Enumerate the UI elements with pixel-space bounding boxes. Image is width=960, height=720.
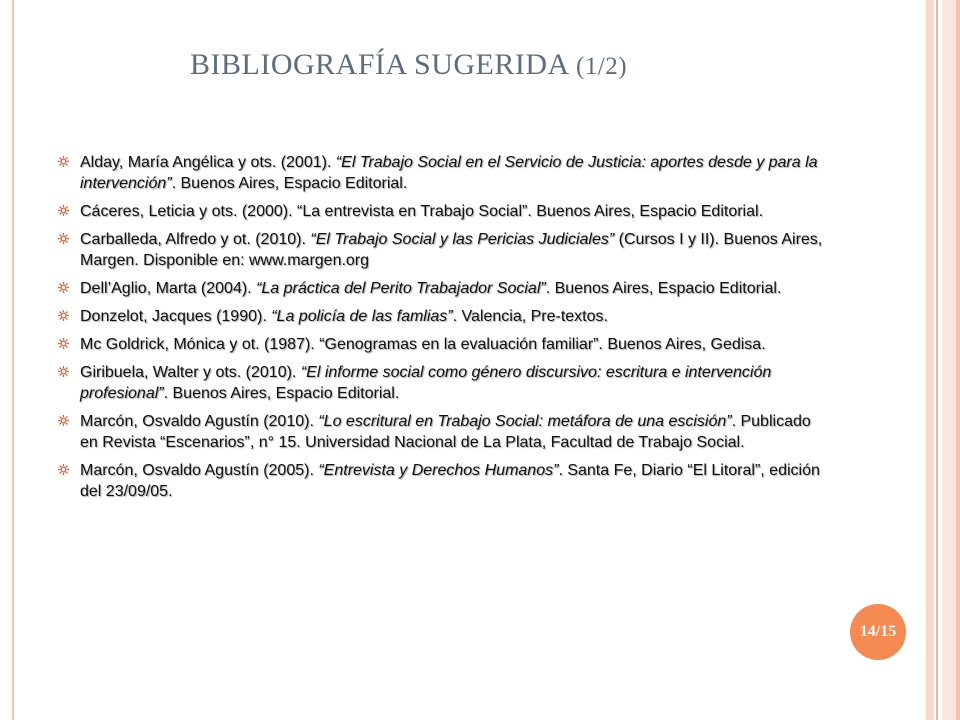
sun-ornament-icon (58, 415, 69, 426)
reference-text: Cáceres, Leticia y ots. (2000). “La entrevista en Trabajo Social”. Buenos Aires, Espacio Editorial. (80, 203, 764, 220)
reference-text: Alday, María Angélica y ots. (2001). “El Trabajo Social en el Servicio de Justicia: aportes desde y para la intervención”. Buenos Aires, Espacio Editorial. (80, 154, 818, 192)
reference-text: Donzelot, Jacques (1990). “La policía de las famlias”. Valencia, Pre-textos. (80, 308, 608, 325)
sun-ornament-icon (58, 233, 69, 244)
reference-text: Carballeda, Alfredo y ot. (2010). “El Trabajo Social y las Pericias Judiciales” (Cursos I y II). Buenos Aires, Margen. Disponible en: www.margen.org (80, 231, 823, 269)
slide-title-main: BIBLIOGRAFÍA SUGERIDA (190, 48, 569, 81)
decorative-side-band (926, 0, 934, 720)
list-item (58, 152, 828, 194)
sun-ornament-icon (58, 366, 69, 377)
list-item (58, 411, 828, 453)
slide-title-part: (1/2) (576, 53, 628, 80)
list-item (58, 460, 828, 502)
slide-title (190, 48, 870, 82)
list-item (58, 334, 828, 355)
sun-ornament-icon (58, 310, 69, 321)
list-item (58, 362, 828, 404)
sun-ornament-icon (58, 205, 69, 216)
list-item (58, 306, 828, 327)
page-number: 14/15 (859, 623, 897, 640)
reference-text: Mc Goldrick, Mónica y ot. (1987). “Genogramas en la evaluación familiar”. Buenos Aires, Gedisa. (80, 336, 766, 353)
list-item (58, 278, 828, 299)
list-item (58, 201, 828, 222)
bibliography-list (58, 152, 828, 509)
sun-ornament-icon (58, 282, 69, 293)
sun-ornament-icon (58, 156, 69, 167)
list-item (58, 229, 828, 271)
reference-text: Marcón, Osvaldo Agustín (2005). “Entrevista y Derechos Humanos”. Santa Fe, Diario “El Litoral”, edición del 23/09/05. (80, 462, 820, 500)
reference-text: Dell’Aglio, Marta (2004). “La práctica del Perito Trabajador Social”. Buenos Aires, Espacio Editorial. (80, 280, 782, 297)
decorative-side-band (956, 0, 960, 720)
decorative-side-band (936, 0, 938, 720)
decorative-side-band (942, 0, 956, 720)
reference-text: Giribuela, Walter y ots. (2010). “El informe social como género discursivo: escritura e intervención profesional”. Buenos Aires, Espacio Editorial. (80, 364, 772, 402)
page-number-badge (850, 604, 906, 660)
sun-ornament-icon (58, 464, 69, 475)
sun-ornament-icon (58, 338, 69, 349)
reference-text: Marcón, Osvaldo Agustín (2010). “Lo escritural en Trabajo Social: metáfora de una escisión”. Publicado en Revista “Escenarios”, n° 15. Universidad Nacional de La Plata, Facultad de Trabajo Social. (80, 413, 811, 451)
